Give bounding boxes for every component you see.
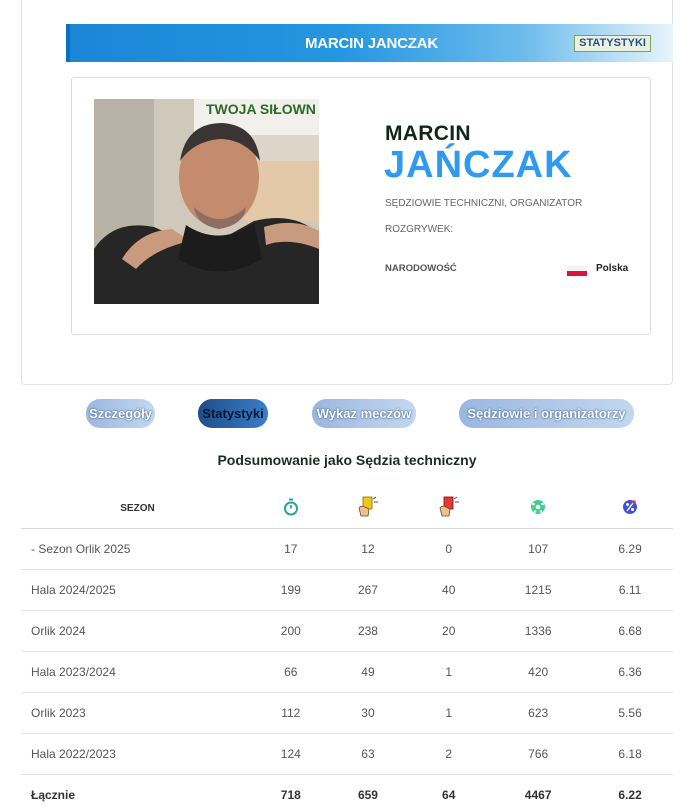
ratio-cell: 6.18 — [587, 733, 673, 774]
ball-icon — [530, 499, 546, 515]
total-ratio-cell: 6.22 — [618, 787, 642, 802]
yellow-cards-cell: 30 — [328, 692, 409, 733]
table-header-row — [21, 486, 673, 528]
role-description: SĘDZIOWIE TECHNICZNI, ORGANIZATOR ROZGRYWEK: — [385, 198, 583, 235]
season-cell: - Sezon Orlik 2025 — [21, 528, 254, 569]
name-header-bar — [66, 24, 673, 62]
season-cell: Hala 2022/2023 — [21, 733, 254, 774]
season-cell: Hala 2024/2025 — [21, 569, 254, 610]
season-cell: Orlik 2023 — [21, 692, 254, 733]
goals-cell: 1336 — [489, 610, 587, 651]
total-yellow-cards-cell: 659 — [357, 787, 378, 802]
yellow-card-icon — [357, 496, 379, 518]
tab-sedziowie[interactable]: Sędziowie i organizatorzy — [459, 399, 634, 428]
matches-column-header — [254, 486, 328, 528]
ratio-cell: 5.56 — [587, 692, 673, 733]
tab-statystyki-label: Statystyki — [202, 406, 264, 421]
table-row — [21, 569, 673, 610]
tab-szczegoly[interactable]: Szczegóły — [86, 399, 155, 428]
total-red-cards-cell: 64 — [442, 787, 456, 802]
total-matches-cell: 718 — [280, 787, 301, 802]
stopwatch-icon — [283, 498, 299, 516]
ratio-cell: 6.68 — [587, 610, 673, 651]
profile-photo-image — [94, 99, 319, 304]
yellow-cards-column-header — [328, 486, 409, 528]
matches-cell: 66 — [254, 651, 328, 692]
matches-cell: 17 — [254, 528, 328, 569]
matches-cell: 200 — [254, 610, 328, 651]
red-card-icon — [438, 496, 460, 518]
table-row — [21, 610, 673, 651]
season-header: SEZON — [21, 486, 254, 528]
summary-title: Podsumowanie jako Sędzia techniczny — [217, 452, 477, 468]
nationality-value: Polska — [596, 263, 629, 274]
goals-column-header — [489, 486, 587, 528]
red-cards-cell: 0 — [408, 528, 489, 569]
ratio-icon — [622, 499, 638, 515]
season-cell: Hala 2023/2024 — [21, 651, 254, 692]
table-row — [21, 528, 673, 569]
matches-cell: 112 — [254, 692, 328, 733]
last-name: JAŃCZAK — [384, 144, 573, 186]
red-cards-cell: 40 — [408, 569, 489, 610]
total-label: Łącznie — [31, 787, 76, 802]
matches-cell: 199 — [254, 569, 328, 610]
total-goals-cell: 4467 — [524, 787, 552, 802]
table-row — [21, 651, 673, 692]
yellow-cards-cell: 49 — [328, 651, 409, 692]
nationality-label: NARODOWOŚĆ — [385, 263, 457, 274]
red-cards-cell: 1 — [408, 692, 489, 733]
first-name: MARCIN — [385, 122, 471, 145]
yellow-cards-cell: 63 — [328, 733, 409, 774]
red-cards-cell: 20 — [408, 610, 489, 651]
red-cards-cell: 1 — [408, 651, 489, 692]
photo-banner-text: TWOJA SIŁOWN — [206, 101, 316, 117]
yellow-cards-cell: 238 — [328, 610, 409, 651]
goals-cell: 766 — [489, 733, 587, 774]
yellow-cards-cell: 12 — [328, 528, 409, 569]
ratio-cell: 6.11 — [587, 569, 673, 610]
tab-wykaz-meczow[interactable]: Wykaz meczów — [312, 399, 416, 428]
table-row — [21, 733, 673, 774]
ratio-column-header — [587, 486, 673, 528]
total-row — [21, 774, 673, 811]
ratio-cell: 6.36 — [587, 651, 673, 692]
tab-statystyki[interactable] — [198, 399, 268, 428]
ratio-cell: 6.29 — [587, 528, 673, 569]
season-cell: Orlik 2024 — [21, 610, 254, 651]
table-row — [21, 692, 673, 733]
stats-link-button[interactable]: STATYSTYKI — [574, 35, 651, 52]
player-name-title: MARCIN JANCZAK — [304, 35, 439, 52]
red-cards-column-header — [408, 486, 489, 528]
profile-inner-card — [71, 77, 651, 335]
goals-cell: 420 — [489, 651, 587, 692]
stats-table — [21, 486, 673, 811]
red-cards-cell: 2 — [408, 733, 489, 774]
goals-cell: 623 — [489, 692, 587, 733]
yellow-cards-cell: 267 — [328, 569, 409, 610]
profile-photo — [94, 99, 319, 304]
matches-cell: 124 — [254, 733, 328, 774]
goals-cell: 107 — [489, 528, 587, 569]
goals-cell: 1215 — [489, 569, 587, 610]
poland-flag-icon — [567, 266, 587, 276]
